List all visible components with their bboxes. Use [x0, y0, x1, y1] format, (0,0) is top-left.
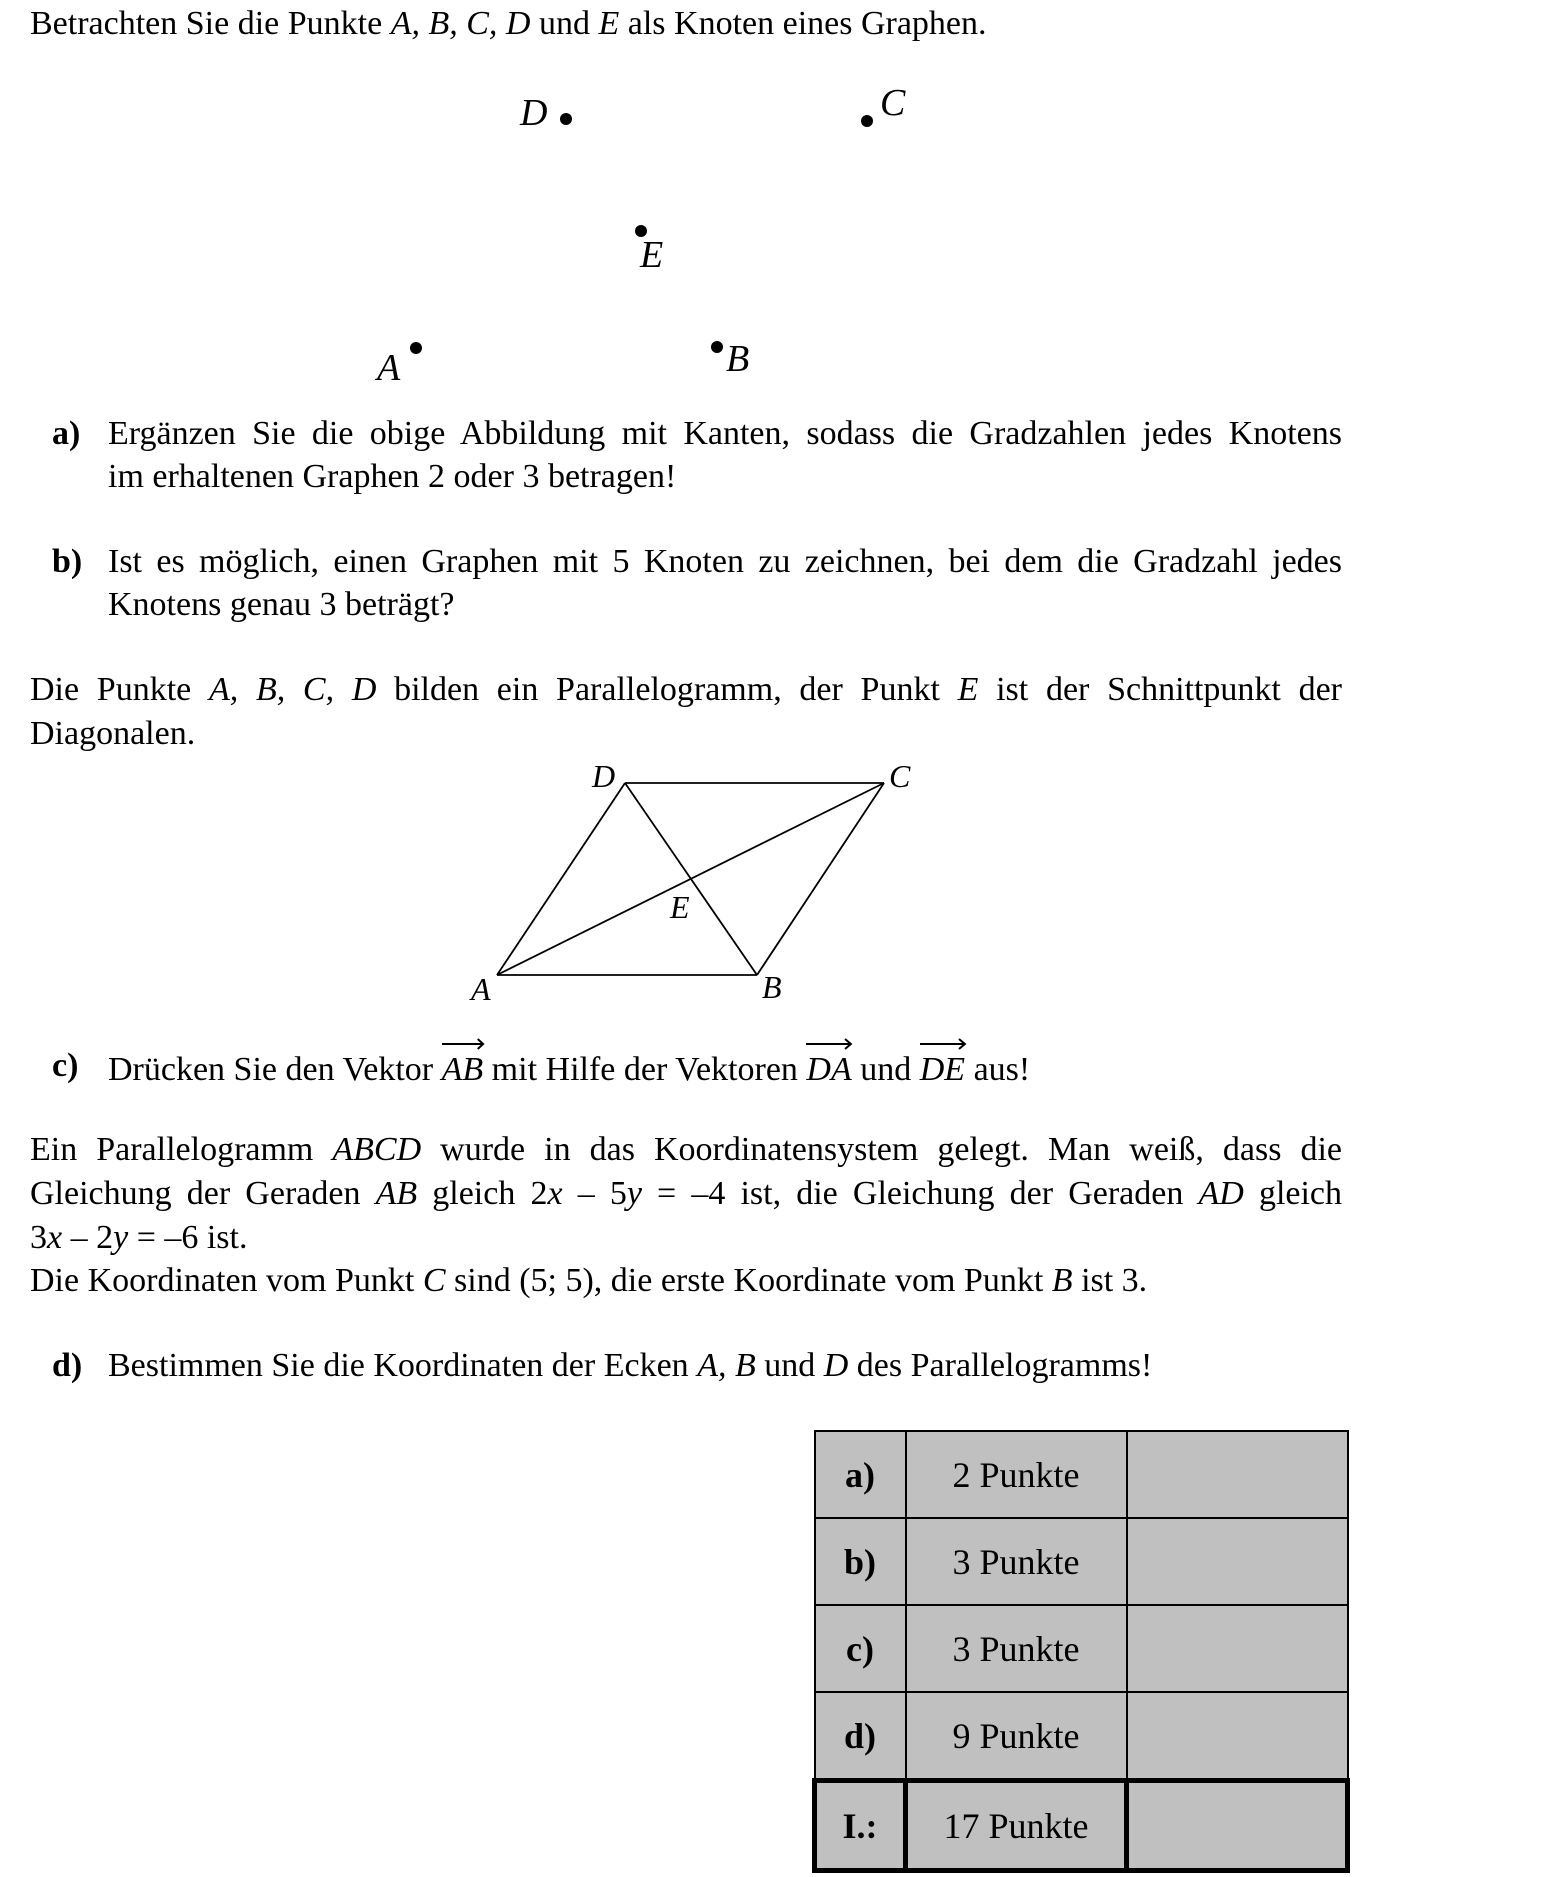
score-row-points: 9 Punkte	[906, 1692, 1127, 1781]
parallelogram-text-line1: Die Punkte A, B, C, D bilden ein Parallelogramm, der Punkt E ist der Schnittpunkt der	[30, 671, 1342, 708]
coordinate-text-line1: Ein Parallelogramm ABCD wurde in das Koordinatensystem gelegt. Man weiß, dass die	[30, 1131, 1342, 1168]
label-b: B	[726, 338, 750, 380]
vector-arrow-icon	[806, 1038, 851, 1050]
parallelogram-label-b: B	[762, 969, 782, 1005]
score-row-label: a)	[815, 1431, 906, 1518]
score-total-points: 17 Punkte	[906, 1781, 1127, 1871]
diagonal-bd	[625, 783, 757, 975]
score-row-score-cell	[1127, 1431, 1348, 1518]
parallelogram-label-d: D	[592, 758, 616, 794]
score-row-a	[815, 1431, 1348, 1518]
task-d-text: Bestimmen Sie die Koordinaten der Ecken A, B und D des Parallelogramms!	[108, 1347, 1153, 1384]
vector-arrow-icon	[920, 1038, 965, 1050]
vector-ab: AB	[442, 1046, 484, 1090]
label-d: D	[520, 92, 548, 134]
parallelogram-label-c: C	[889, 758, 911, 794]
task-b-line2: Knotens genau 3 beträgt?	[108, 586, 455, 623]
score-row-points: 3 Punkte	[906, 1518, 1127, 1605]
score-row-b	[815, 1518, 1348, 1605]
parallelogram-label-e: E	[670, 889, 690, 925]
score-row-label: b)	[815, 1518, 906, 1605]
task-c-text: Drücken Sie den Vektor AB mit Hilfe der Vektoren DA und DE aus!	[108, 1046, 1030, 1090]
score-row-total	[815, 1781, 1348, 1871]
score-row-c	[815, 1605, 1348, 1692]
coordinate-text-line2: Gleichung der Geraden AB gleich 2x – 5y = –4 ist, die Gleichung der Geraden AD gleich	[30, 1175, 1343, 1212]
edge-bc	[757, 783, 884, 975]
parallelogram-label-a: A	[471, 971, 491, 1007]
edge-da	[497, 783, 625, 975]
label-e: E	[640, 234, 664, 276]
score-row-points: 3 Punkte	[906, 1605, 1127, 1692]
coordinate-text-line3: 3x – 2y = –6 ist.	[30, 1219, 248, 1256]
task-b-label: b)	[52, 543, 83, 580]
score-row-label: c)	[815, 1605, 906, 1692]
intro-text: Betrachten Sie die Punkte A, B, C, D und E als Knoten eines Graphen.	[30, 5, 987, 42]
task-c-label: c)	[52, 1047, 79, 1084]
score-row-label: d)	[815, 1692, 906, 1781]
vector-arrow-icon	[442, 1038, 484, 1050]
vector-da: DA	[806, 1046, 851, 1090]
task-a-line1: Ergänzen Sie die obige Abbildung mit Kanten, sodass die Gradzahlen jedes Knotens	[108, 415, 1342, 452]
score-row-score-cell	[1127, 1692, 1348, 1781]
score-total-label: I.:	[815, 1781, 906, 1871]
task-a-line2: im erhaltenen Graphen 2 oder 3 betragen!	[108, 458, 677, 495]
label-c: C	[880, 82, 906, 124]
vector-de: DE	[920, 1046, 965, 1090]
score-total-score-cell	[1127, 1781, 1348, 1871]
score-table	[812, 1430, 1350, 1873]
score-row-score-cell	[1127, 1518, 1348, 1605]
task-a-label: a)	[52, 415, 81, 452]
task-b-line1: Ist es möglich, einen Graphen mit 5 Knoten zu zeichnen, bei dem die Gradzahl jedes	[108, 543, 1342, 580]
parallelogram-text-line2: Diagonalen.	[30, 715, 196, 752]
task-d-label: d)	[52, 1347, 83, 1384]
label-a: A	[377, 347, 401, 389]
score-row-d	[815, 1692, 1348, 1781]
score-row-points: 2 Punkte	[906, 1431, 1127, 1518]
coordinate-text-line4: Die Koordinaten vom Punkt C sind (5; 5), die erste Koordinate vom Punkt B ist 3.	[30, 1262, 1148, 1299]
score-row-score-cell	[1127, 1605, 1348, 1692]
